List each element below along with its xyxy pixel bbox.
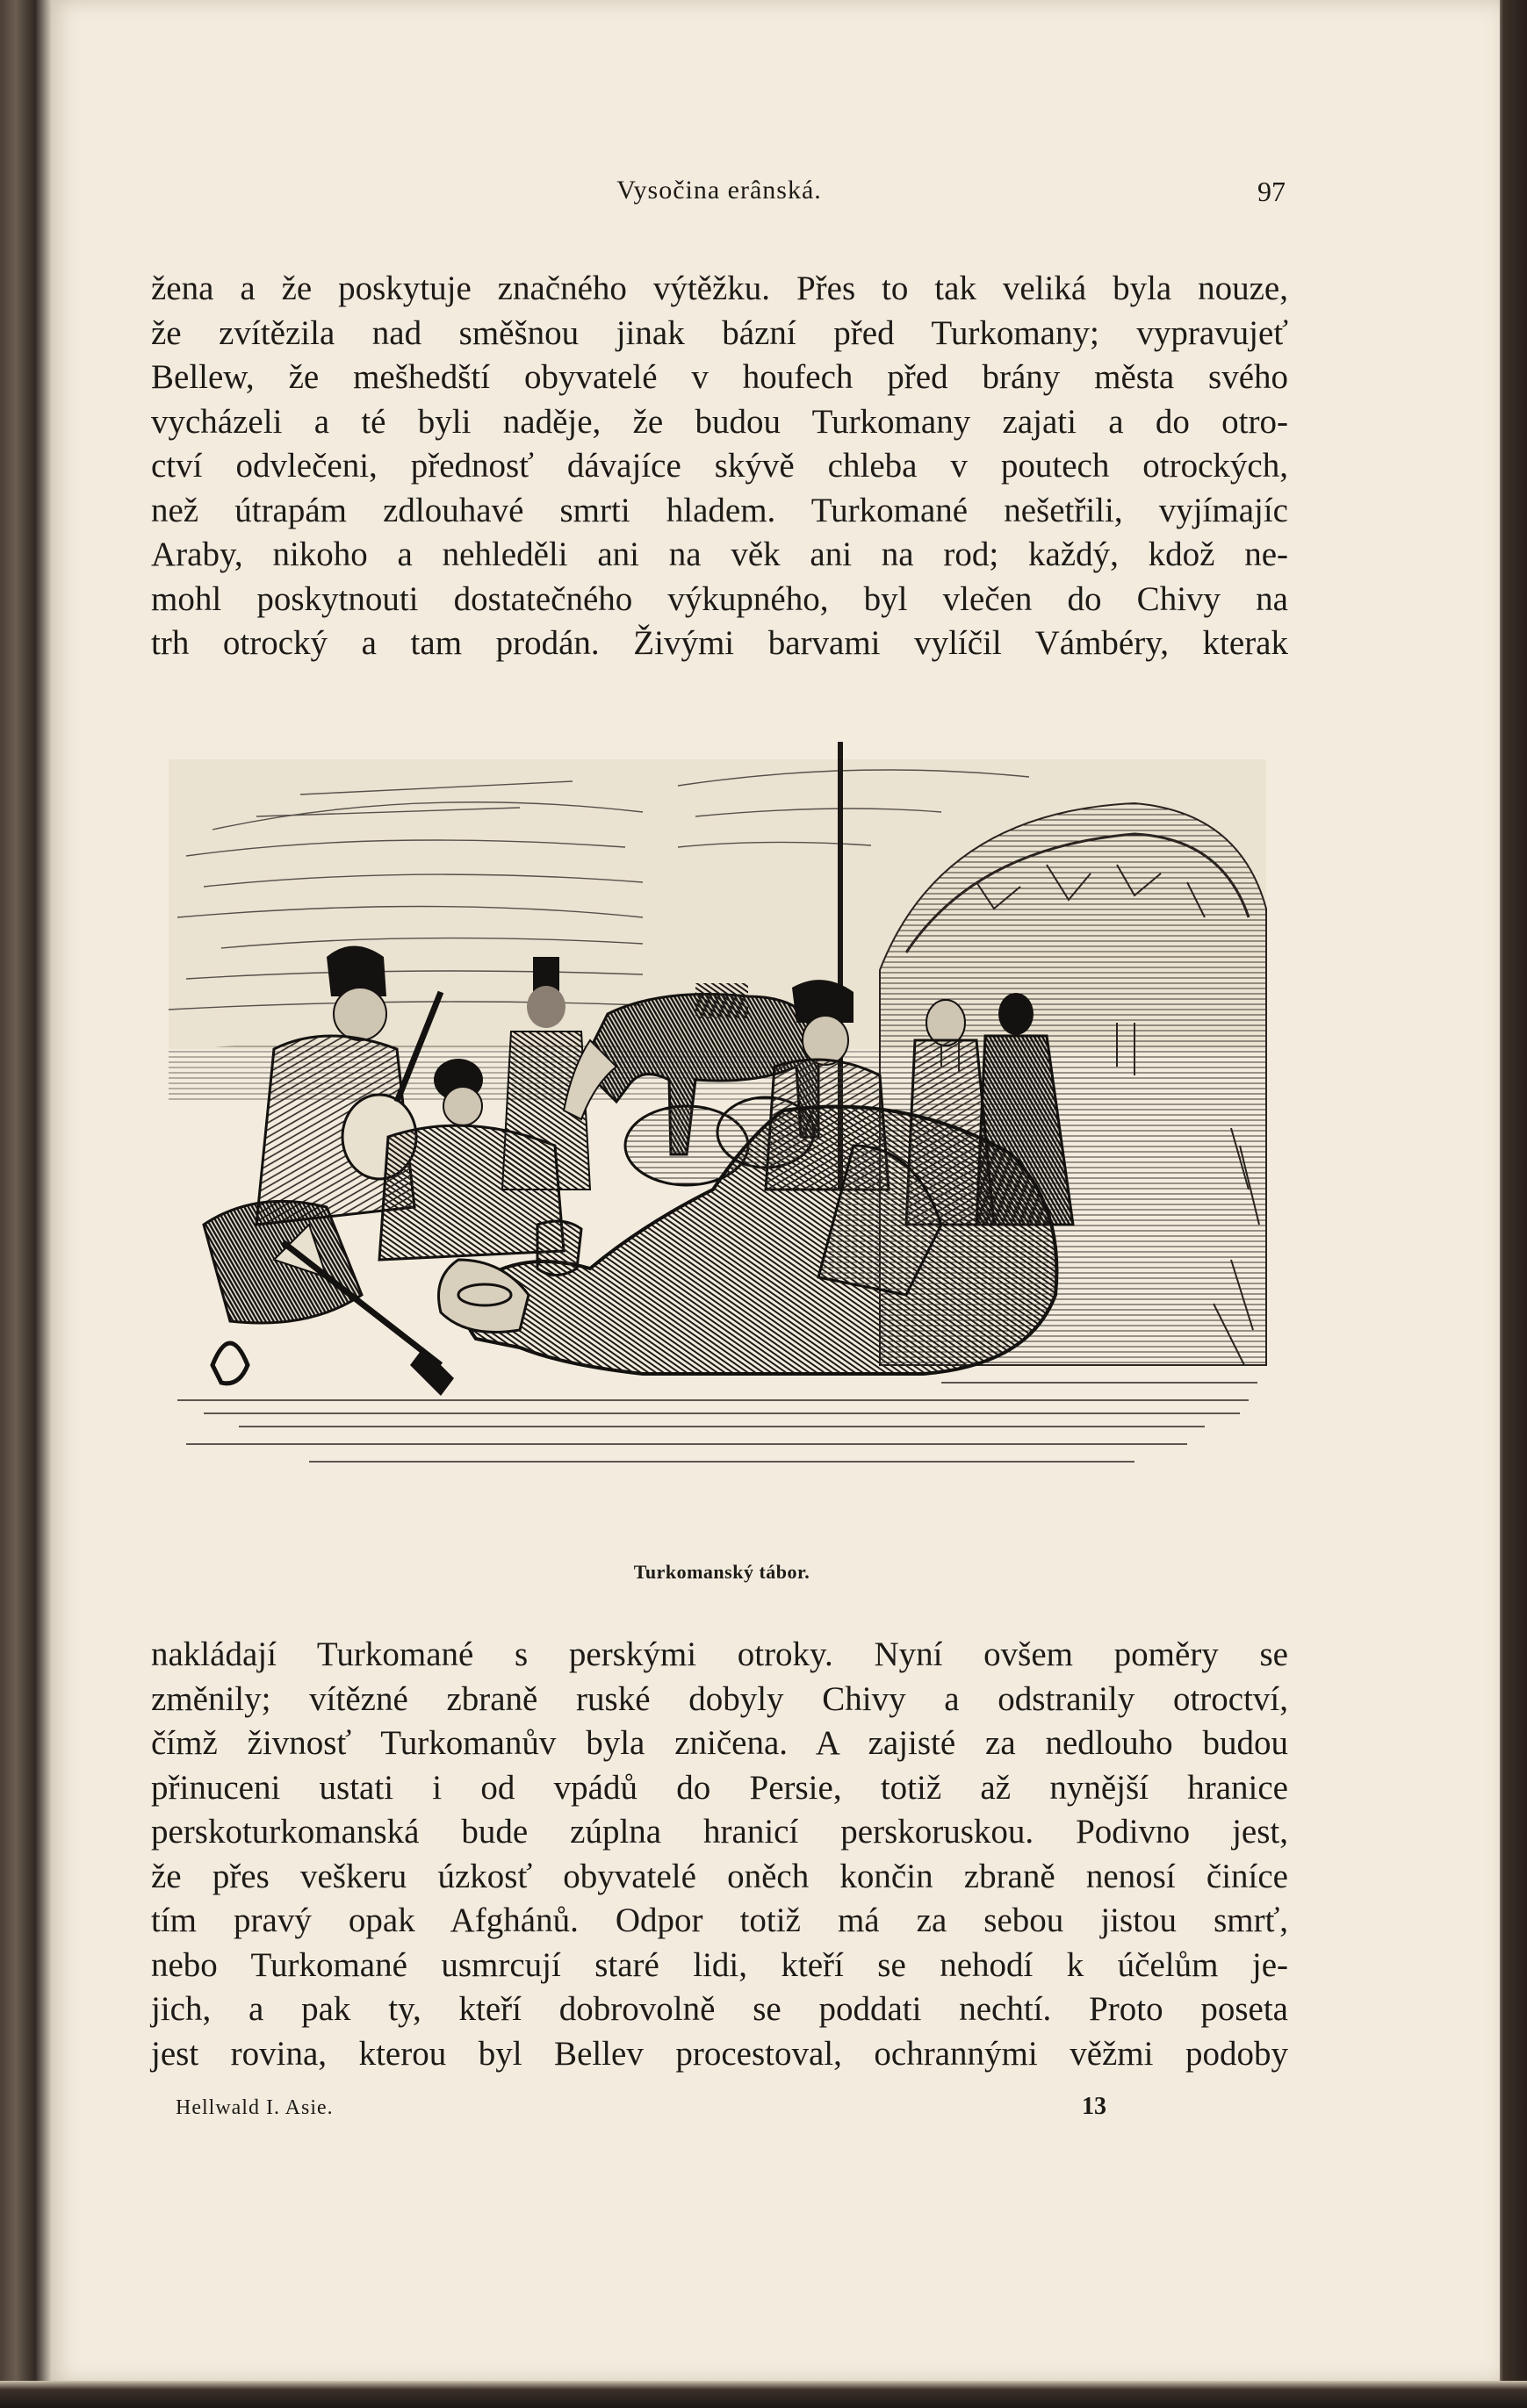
text-line: čímž živnosť Turkomanův byla zničena. A zajisté za nedlouho budou (151, 1724, 1288, 1762)
sheet-number: 13 (1082, 2093, 1106, 2120)
figure-caption: Turkomanský tábor. (633, 1561, 810, 1583)
engraving-turkoman-camp (151, 733, 1293, 1541)
page-footer (176, 2093, 1124, 2131)
text-line: vycházeli a té byli naděje, že budou Turkomany zajati a do otro- (151, 402, 1288, 441)
text-line: změnily; vítězné zbraně ruské dobyly Chivy a odstranily otroctví, (151, 1679, 1288, 1718)
text-line: než útrapám zdlouhavé smrti hladem. Turkomané nešetřili, vyjímajíc (151, 491, 1288, 529)
saddle (204, 1201, 362, 1323)
text-line: nakládají Turkomané s perskými otroky. Nyní ovšem poměry se (151, 1635, 1288, 1673)
page-number: 97 (1257, 176, 1286, 207)
running-head (153, 176, 1286, 219)
ground-hatching (177, 1383, 1257, 1462)
text-line: že přes veškeru úzkosť obyvatelé oněch končin zbraně nenosí činíce (151, 1857, 1288, 1895)
text-line: tím pravý opak Afghánů. Odpor totiž má za sebou jistou smrť, (151, 1901, 1288, 1939)
text-line: Araby, nikoho a nehleděli ani na věk ani na rod; každý, kdož ne- (151, 536, 1288, 573)
text-line: nebo Turkomané usmrcují staré lidi, kteří se nehodí k účelům je- (151, 1945, 1288, 1984)
text-line: trh otrocký a tam prodán. Živými barvami vylíčil Vámbéry, kterak (151, 624, 1288, 662)
text-line: Bellew, že mešhedští obyvatelé v houfech před brány města svého (151, 358, 1288, 396)
text-line: žena a že poskytuje značného výtěžku. Přes to tak veliká byla nouze, (151, 270, 1288, 307)
text-line: ctví odvlečeni, přednosť dávajíce skývě chleba v poutech otrockých, (151, 447, 1288, 485)
text-line: mohl poskytnouti dostatečného výkupného, byl vlečen do Chivy na (151, 579, 1288, 618)
stirrup (212, 1343, 248, 1384)
text-line: že zvítězila nad směšnou jinak bázní před Turkomany; vypravujeť (151, 313, 1288, 352)
paragraph-1 (151, 267, 1288, 666)
page-bottom-edge (0, 2381, 1527, 2408)
paragraph-2 (151, 1633, 1288, 2076)
running-title: Vysočina erânská. (616, 176, 822, 205)
text-line: jest rovina, kterou byl Bellev procestoval, ochrannými věžmi podoby (151, 2034, 1288, 2073)
footer-signature: Hellwald I. Asie. (176, 2096, 334, 2119)
text-line: jich, a pak ty, kteří dobrovolně se poddati nechtí. Proto poseta (151, 1990, 1288, 2028)
text-line: přinuceni ustati i od vpádů do Persie, totiž až nynější hranice (151, 1768, 1288, 1807)
text-line: perskoturkomanská bude zúplna hranicí perskoruskou. Podivno jest, (151, 1813, 1288, 1851)
